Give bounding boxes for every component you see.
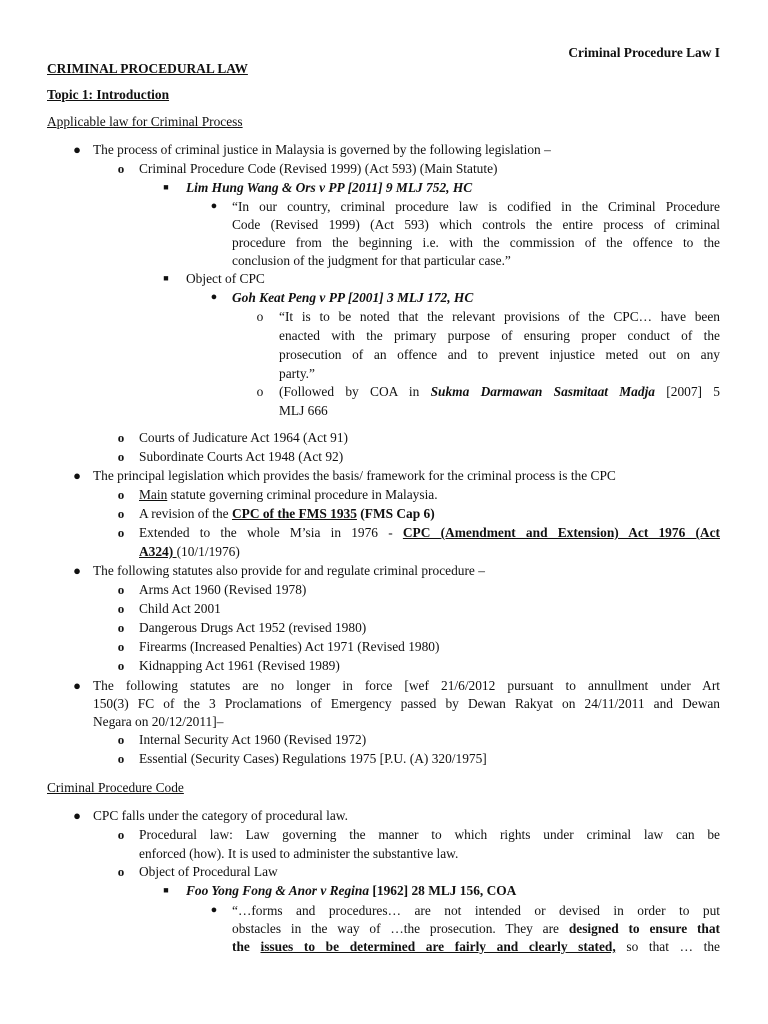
bullet-circle-icon: o — [117, 827, 125, 842]
quote-line: obstacles in the way of …the prosecution. They are designed to ensure that — [232, 921, 721, 936]
list-item: Object of CPC — [186, 271, 265, 286]
quote-line: enacted with the primary purpose of ensuring proper conduct of the — [279, 328, 720, 343]
statute-item: Essential (Security Cases) Regulations 1975 [P.U. (A) 320/1975] — [139, 751, 487, 766]
statute-item: Firearms (Increased Penalties) Act 1971 (Revised 1980) — [139, 639, 440, 654]
statute-item: Kidnapping Act 1961 (Revised 1989) — [139, 658, 340, 673]
list-item: Extended to the whole M’sia in 1976 - CPC (Amendment and Extension) Act 1976 (Act — [139, 525, 720, 540]
paragraph: The process of criminal justice in Malaysia is governed by the following legislation – — [93, 142, 551, 157]
case-citation: Goh Keat Peng v PP [2001] 3 MLJ 172, HC — [232, 290, 474, 305]
quote-line: conclusion of the judgment for that particular case.” — [232, 253, 511, 268]
document-title: CRIMINAL PROCEDURAL LAW — [47, 61, 248, 76]
bullet-circle-icon: o — [117, 449, 125, 464]
running-header: Criminal Procedure Law I — [568, 45, 720, 60]
statute-item: Internal Security Act 1960 (Revised 1972) — [139, 732, 367, 747]
paragraph-line: 150(3) FC of the 3 Proclamations of Emergency passed by Dewan Rakyat on 24/11/2011 and Dewan — [93, 696, 720, 711]
bullet-square-icon: ■ — [163, 885, 169, 895]
bullet-circle-icon: o — [117, 751, 125, 766]
case-citation: Foo Yong Fong & Anor v Regina [1962] 28 MLJ 156, COA — [186, 883, 517, 898]
bullet-dot-icon: ● — [210, 291, 218, 303]
bullet-square-icon: ■ — [163, 273, 169, 283]
list-item: Main statute governing criminal procedure in Malaysia. — [139, 487, 438, 502]
bullet-circle-icon: o — [117, 620, 125, 635]
bullet-circle-icon: o — [117, 487, 125, 502]
bullet-dot-icon: ● — [73, 468, 81, 483]
topic-heading: Topic 1: Introduction — [47, 87, 170, 102]
quote-line: “In our country, criminal procedure law is codified in the Criminal Procedure — [232, 199, 720, 214]
list-item: Courts of Judicature Act 1964 (Act 91) — [139, 430, 348, 445]
bullet-dot-icon: ● — [210, 904, 218, 916]
bullet-circle-icon: o — [117, 582, 125, 597]
statute-item: Dangerous Drugs Act 1952 (revised 1980) — [139, 620, 367, 635]
bullet-dot-icon: ● — [73, 563, 81, 578]
quote-line: MLJ 666 — [279, 403, 328, 418]
list-item: Subordinate Courts Act 1948 (Act 92) — [139, 449, 344, 464]
bullet-circle-icon: o — [117, 732, 125, 747]
section-heading-cpc: Criminal Procedure Code — [47, 780, 184, 795]
paragraph: The following statutes also provide for and regulate criminal procedure – — [93, 563, 485, 578]
bullet-circle-icon: o — [117, 161, 125, 176]
paragraph-line: The following statutes are no longer in force [wef 21/6/2012 pursuant to annullment under Art — [93, 678, 720, 693]
list-item: A revision of the CPC of the FMS 1935 (FMS Cap 6) — [139, 506, 435, 521]
paragraph: CPC falls under the category of procedural law. — [93, 808, 348, 823]
section-heading-applicable-law: Applicable law for Criminal Process — [47, 114, 243, 129]
quote-line: party.” — [279, 366, 315, 381]
bullet-circle-icon: o — [117, 864, 125, 879]
bullet-dot-icon: ● — [73, 678, 81, 693]
quote-line: “It is to be noted that the relevant provisions of the CPC… have been — [279, 309, 720, 324]
bullet-circle-icon: o — [256, 384, 264, 399]
list-item: Object of Procedural Law — [139, 864, 278, 879]
quote-line: procedure from the beginning i.e. with the commission of the offence to the — [232, 235, 720, 250]
case-citation: Lim Hung Wang & Ors v PP [2011] 9 MLJ 752, HC — [186, 180, 473, 195]
quote-line: the issues to be determined are fairly and clearly stated, so that … the — [232, 939, 720, 954]
bullet-circle-icon: o — [117, 430, 125, 445]
bullet-circle-icon: o — [117, 525, 125, 540]
quote-line: “…forms and procedures… are not intended or devised in order to put — [232, 903, 720, 918]
list-item: enforced (how). It is used to administer the substantive law. — [139, 846, 459, 861]
quote-line: Code (Revised 1999) (Act 593) which controls the entire process of criminal — [232, 217, 720, 232]
bullet-circle-icon: o — [256, 309, 264, 324]
bullet-square-icon: ■ — [163, 182, 169, 192]
list-item: A324) (10/1/1976) — [139, 544, 240, 559]
list-item: Procedural law: Law governing the manner to which rights under criminal law can be — [139, 827, 720, 842]
quote-line: prosecution of an offence and to prevent injustice meted out on any — [279, 347, 720, 362]
bullet-dot-icon: ● — [73, 142, 81, 157]
bullet-dot-icon: ● — [210, 200, 218, 212]
bullet-circle-icon: o — [117, 506, 125, 521]
bullet-circle-icon: o — [117, 658, 125, 673]
paragraph: The principal legislation which provides the basis/ framework for the criminal process is the CPC — [93, 468, 616, 483]
bullet-circle-icon: o — [117, 639, 125, 654]
bullet-circle-icon: o — [117, 601, 125, 616]
statute-item: Child Act 2001 — [139, 601, 221, 616]
statute-item: Arms Act 1960 (Revised 1978) — [139, 582, 307, 597]
paragraph-line: Negara on 20/12/2011]– — [93, 714, 224, 729]
bullet-dot-icon: ● — [73, 808, 81, 823]
quote-line: (Followed by COA in Sukma Darmawan Sasmitaat Madja [2007] 5 — [279, 384, 720, 399]
list-item: Criminal Procedure Code (Revised 1999) (Act 593) (Main Statute) — [139, 161, 498, 176]
